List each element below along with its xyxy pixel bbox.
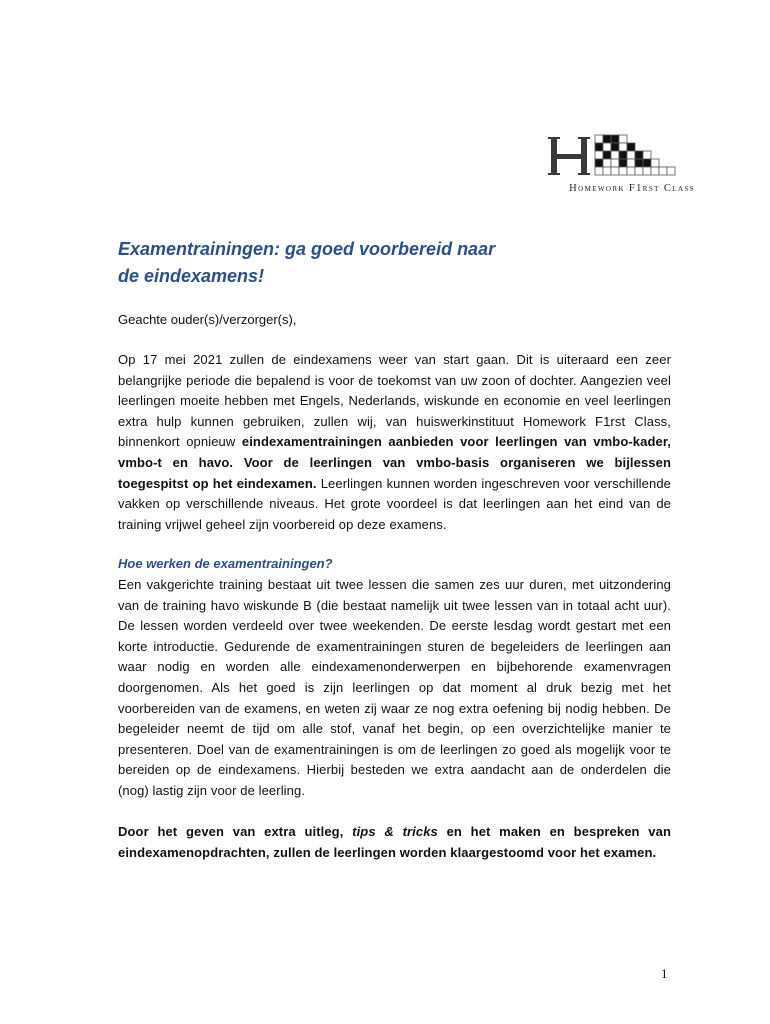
logo-wordmark: Homework F1rst Class <box>569 183 695 194</box>
document-title <box>118 236 495 290</box>
section-paragraph: Een vakgerichte training bestaat uit twee lessen die samen zes uur duren, met uitzondering van de training havo wiskunde B (die bestaat namelijk uit twee lessen van in totaal acht uur). De lessen worden verdeeld over twee weekenden. De eerste lesdag wordt gestart met een korte introductie. Gedurende de examentrainingen sturen de begeleiders de leerlingen aan waar nodig en worden alle eindexamenonderwerpen en bijbehorende examenvragen doorgenomen. Als het goed is zijn leerlingen op dat moment al druk bezig met het voorbereiden van de examens, en weten zij waar ze nog extra oefening bij nodig hebben. De begeleider neemt de tijd om alle stof, vanaf het begin, op een overzichtelijke manier te presenteren. Doel van de examentrainingen is om de leerlingen zo goed als mogelijk voor te bereiden op de eindexamens. Hierbij besteden we extra aandacht aan de onderdelen die (nog) lastig zijn voor de leerling. <box>118 577 671 798</box>
homework-first-class-logo <box>548 133 698 195</box>
logo-mark <box>548 133 698 183</box>
closing-paragraph <box>118 822 671 863</box>
title-line-1: Examentrainingen: ga goed voorbereid naar <box>118 239 496 259</box>
section-heading: Hoe werken de examentrainingen? <box>118 556 333 571</box>
salutation: Geachte ouder(s)/verzorger(s), <box>118 312 297 327</box>
page-number: 1 <box>661 966 668 981</box>
intro-bold-text: eindexamentrainingen aanbieden voor leerlingen van vmbo-kader, vmbo-t en havo. Voor de leerlingen van vmbo-basis organiseren we bijlessen toegespitst op het eindexamen. <box>118 434 671 491</box>
closing-text-1: Door het geven van extra uitleg, <box>118 824 353 839</box>
intro-text-1: Op 17 mei 2021 zullen de eindexamens weer van start gaan. Dit is uiteraard een zeer belangrijke periode die bepalend is voor de toekomst van uw zoon of dochter. Aangezien veel leerlingen moeite hebben met Engels, Nederlands, wiskunde en economie en veel leerlingen extra hulp kunnen gebruiken, zullen wij, van huiswerkinstituut Homework F1rst Class, binnenkort opnieuw <box>118 352 671 450</box>
intro-text-2: Leerlingen kunnen worden ingeschreven voor verschillende vakken op verschillende niveaus. Het grote voordeel is dat leerlingen aan het eind van de training vrijwel geheel zijn voorbereid op deze examens. <box>118 475 671 532</box>
title-line-2: de eindexamens! <box>118 266 265 286</box>
intro-paragraph <box>118 350 671 535</box>
closing-italic-text: tips & tricks <box>352 824 438 839</box>
closing-text-2: en het maken en bespreken van eindexamenopdrachten, zullen de leerlingen worden klaargestoomd voor het examen. <box>118 824 671 860</box>
